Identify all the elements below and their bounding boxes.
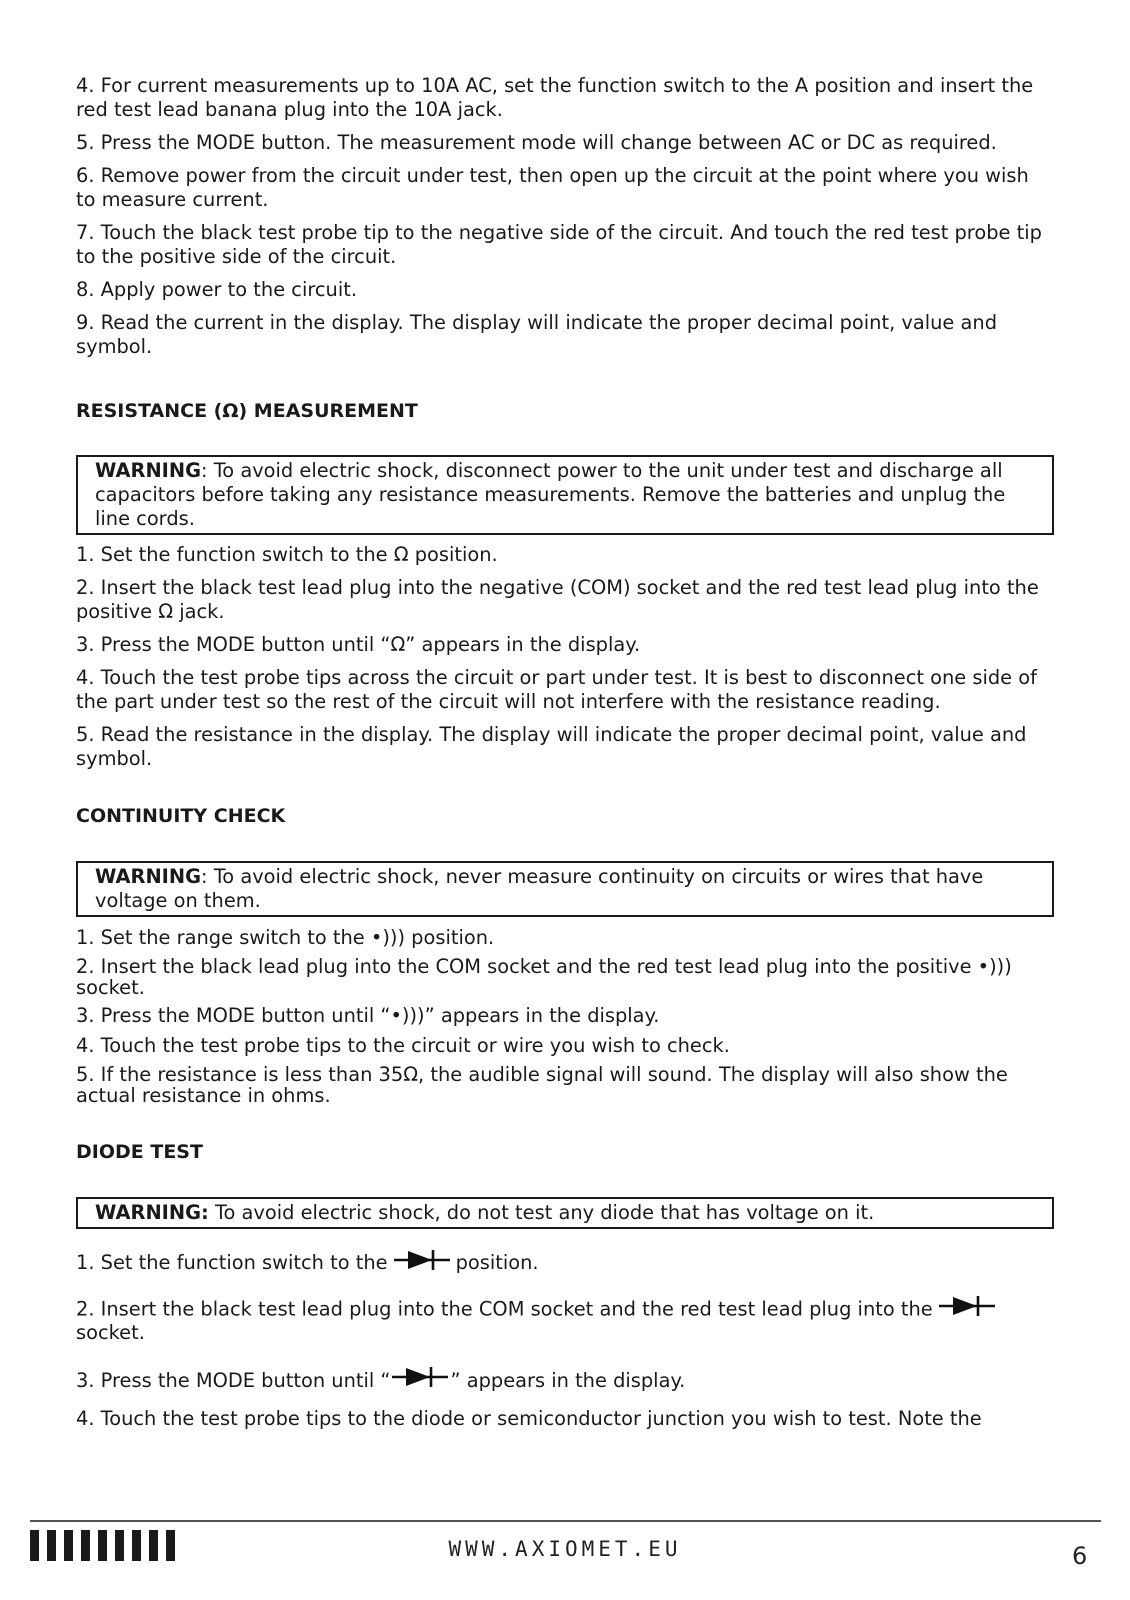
diode-symbol-icon — [392, 1365, 448, 1389]
list-item — [76, 1298, 1054, 1343]
list-item: 2. Insert the black lead plug into the COM socket and the red test lead plug into the positive •))) socket. — [76, 955, 1012, 999]
list-item: 3. Press the MODE button until “Ω” appears in the display. — [76, 633, 641, 656]
page-content — [76, 74, 1054, 1440]
diode-symbol-icon — [394, 1248, 450, 1272]
list-item: 4. Touch the test probe tips to the circuit or wire you wish to check. — [76, 1034, 730, 1057]
section-heading-continuity: CONTINUITY CHECK — [76, 805, 286, 827]
warning-text: To avoid electric shock, do not test any diode that has voltage on it. — [208, 1201, 875, 1224]
warning-text: : To avoid electric shock, disconnect power to the unit under test and discharge all capacitors before taking any resistance measurements. Remove the batteries and unplug the line cords. — [95, 459, 1006, 530]
step-text: socket. — [76, 1320, 145, 1344]
list-item: 1. Set the function switch to the Ω position. — [76, 543, 498, 566]
warning-label: WARNING — [95, 459, 202, 482]
list-item: 2. Insert the black test lead plug into the negative (COM) socket and the red test lead plug into the positive Ω jack. — [76, 576, 1039, 623]
list-item — [76, 1251, 1054, 1276]
diode-symbol-icon — [939, 1294, 995, 1318]
step-text: ” appears in the display. — [450, 1368, 686, 1392]
list-item: 8. Apply power to the circuit. — [76, 278, 357, 301]
list-item: 3. Press the MODE button until “•)))” appears in the display. — [76, 1004, 660, 1027]
list-item — [76, 1369, 1054, 1394]
step-text: 3. Press the MODE button until “ — [76, 1368, 391, 1392]
warning-label: WARNING: — [95, 1201, 209, 1224]
page-number: 6 — [1072, 1542, 1088, 1570]
footer-divider — [30, 1520, 1101, 1522]
warning-text: : To avoid electric shock, never measure continuity on circuits or wires that have voltage on them. — [95, 865, 984, 912]
warning-box-diode — [76, 1197, 1054, 1229]
list-item: 9. Read the current in the display. The display will indicate the proper decimal point, value and symbol. — [76, 311, 998, 358]
list-item: 6. Remove power from the circuit under test, then open up the circuit at the point where you wish to measure current. — [76, 164, 1029, 211]
step-text: 2. Insert the black test lead plug into the COM socket and the red test lead plug into the — [76, 1297, 933, 1320]
step-text: position. — [455, 1251, 539, 1274]
list-item: 1. Set the range switch to the •))) position. — [76, 926, 495, 949]
warning-label: WARNING — [95, 865, 202, 888]
list-item: 4. Touch the test probe tips across the circuit or part under test. It is best to disconnect one side of the part under test so the rest of the circuit will not interfere with the resistance reading. — [76, 666, 1037, 713]
warning-box-continuity — [76, 861, 1054, 917]
list-item: 4. For current measurements up to 10A AC, set the function switch to the A position and insert the red test lead banana plug into the 10A jack. — [76, 74, 1034, 121]
section-heading-resistance: RESISTANCE (Ω) MEASUREMENT — [76, 400, 418, 422]
warning-box-resistance — [76, 455, 1054, 535]
list-item: 5. If the resistance is less than 35Ω, the audible signal will sound. The display will also show the actual resistance in ohms. — [76, 1063, 1008, 1107]
list-item: 5. Press the MODE button. The measurement mode will change between AC or DC as required. — [76, 131, 997, 154]
step-text: 1. Set the function switch to the — [76, 1251, 388, 1274]
list-item: 4. Touch the test probe tips to the diode or semiconductor junction you wish to test. Note the — [76, 1407, 982, 1430]
footer-url: WWW.AXIOMET.EU — [448, 1537, 682, 1561]
list-item: 7. Touch the black test probe tip to the negative side of the circuit. And touch the red test probe tip to the positive side of the circuit. — [76, 221, 1042, 268]
list-item: 5. Read the resistance in the display. The display will indicate the proper decimal point, value and symbol. — [76, 723, 1027, 770]
section-heading-diode: DIODE TEST — [76, 1141, 203, 1163]
